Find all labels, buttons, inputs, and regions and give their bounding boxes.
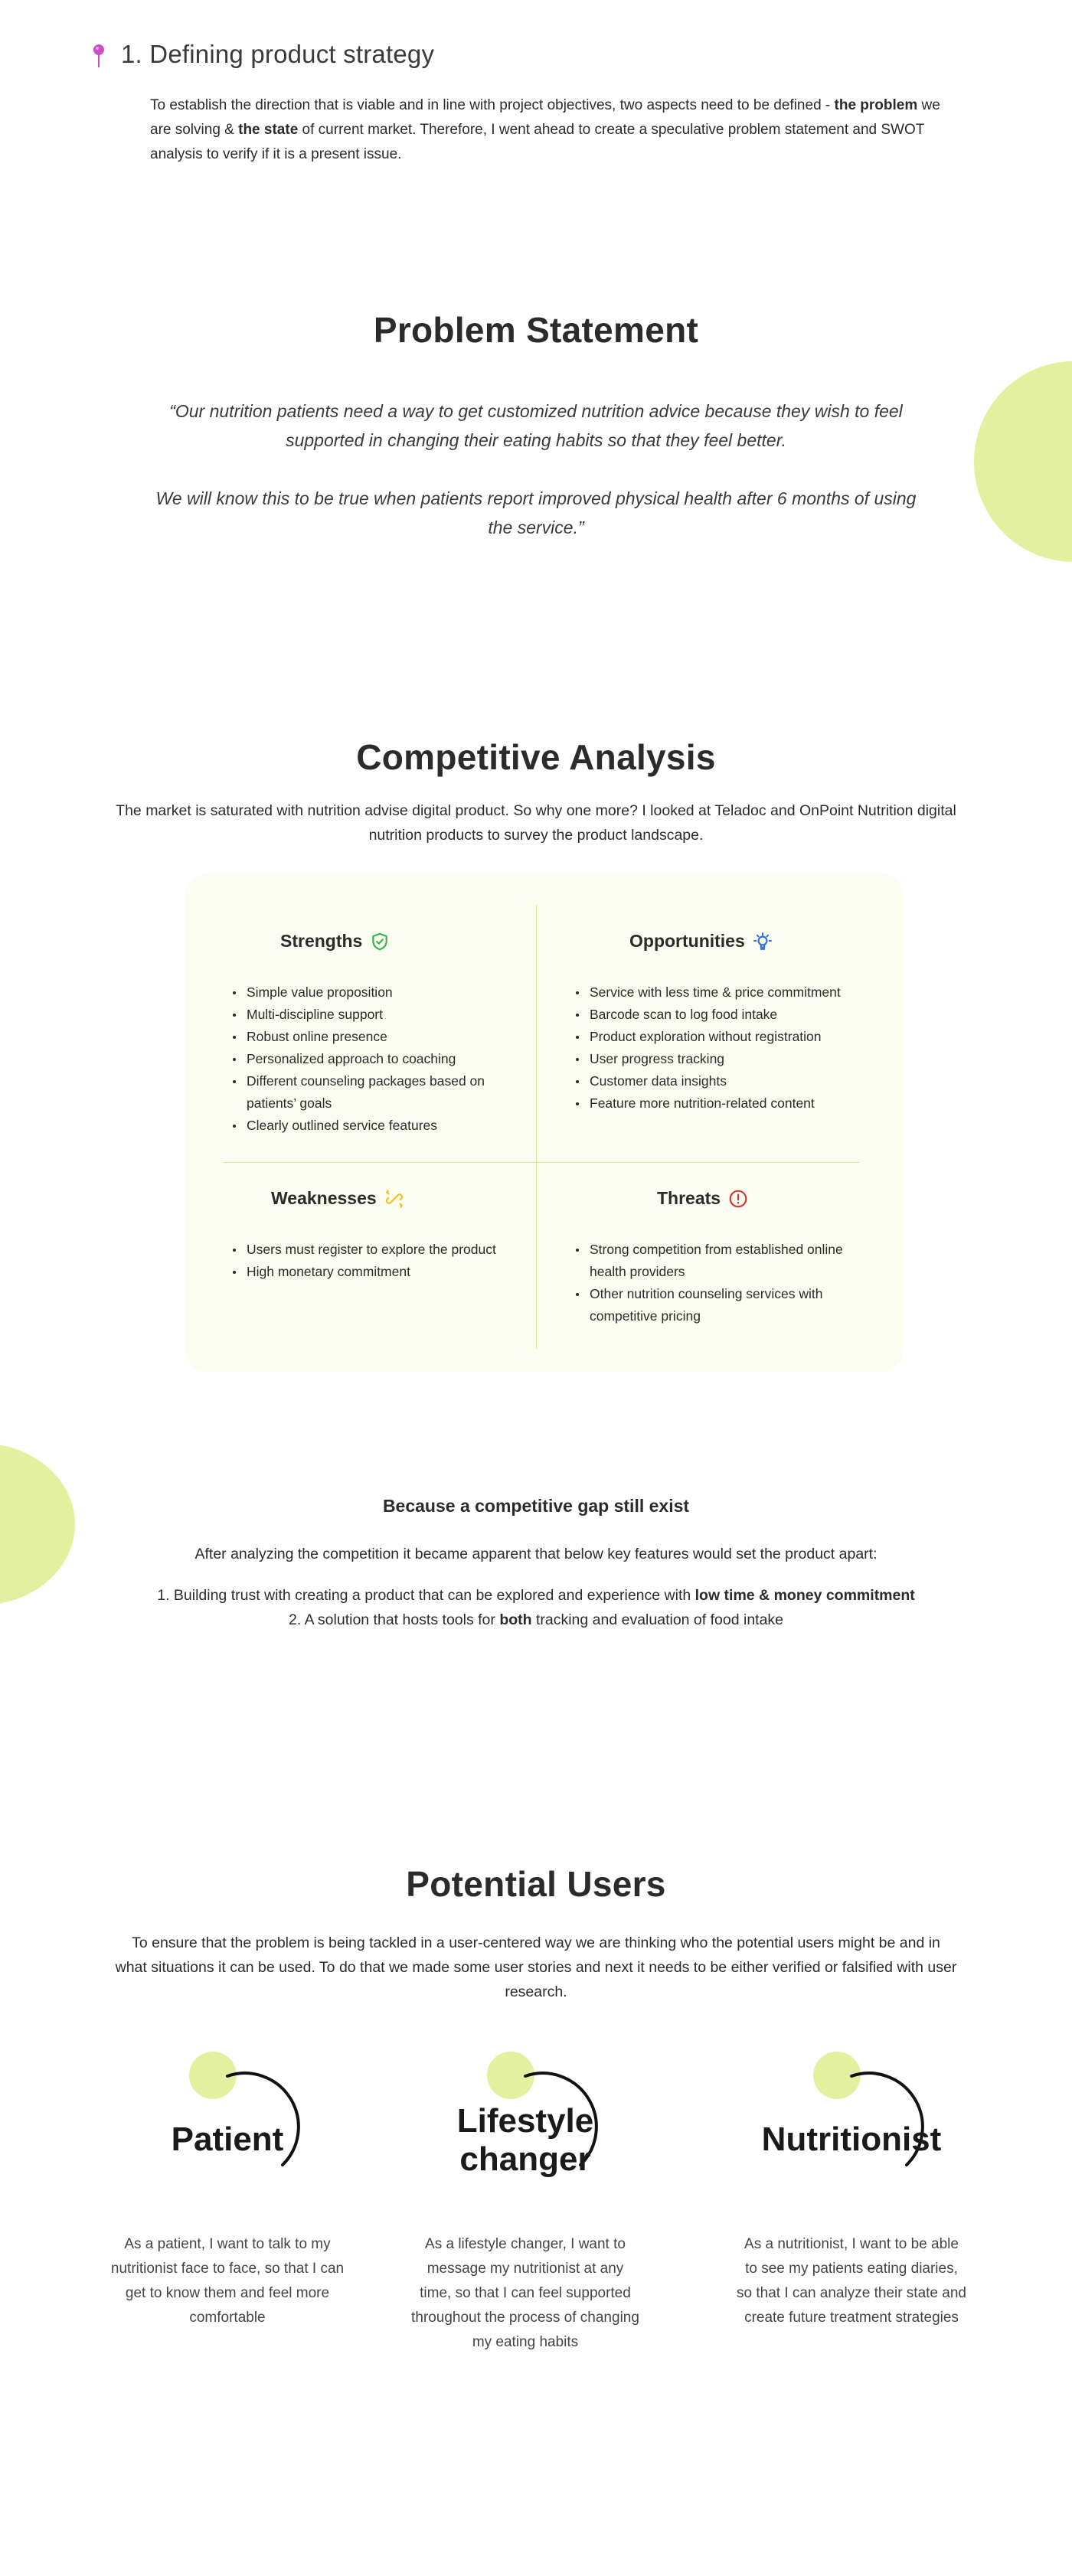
text-run: of current market. Therefore, I went ahead to create a speculative problem statement and SWOT analysis to verify if it is a present issue. [150, 122, 925, 162]
emphasis-text: low time & money commitment [695, 1587, 915, 1604]
list-item: Customer data insights [576, 1070, 859, 1092]
user-name: Patient [171, 2121, 284, 2158]
threats-list [576, 1239, 859, 1327]
users-lead: To ensure that the problem is being tackled in a user-centered way we are thinking who the potential users might be and in what situations it can be used. To do that we made some user stories and next it needs to be either verified or falsified with user research. [115, 1934, 957, 2000]
user-story: As a lifestyle changer, I want to message my nutritionist at any time, so that I can feel supported throughout the process of changing my eating habits [411, 2236, 639, 2350]
potential-users-title: Potential Users [406, 1864, 666, 1904]
problem-quote-2: We will know this to be true when patients report improved physical health after 6 months of using the service.” [155, 488, 917, 537]
strengths-list [233, 981, 516, 1137]
list-item: Personalized approach to coaching [233, 1048, 516, 1070]
text-run: we are solving & [150, 97, 940, 138]
competitive-analysis-title: Competitive Analysis [356, 737, 716, 777]
user-card-nutritionist [721, 2045, 982, 2367]
opportunities-list [576, 981, 859, 1115]
broken-link-icon [384, 1189, 404, 1209]
pin-icon [90, 43, 107, 69]
list-item: Other nutrition counseling services with competitive pricing [576, 1283, 859, 1327]
list-item: Multi-discipline support [233, 1004, 516, 1026]
competitive-lead: The market is saturated with nutrition advise digital product. So why one more? I looked at Teladoc and OnPoint Nutrition digital nutrition products to survey the product landscape. [116, 802, 956, 844]
list-item: Clearly outlined service features [233, 1115, 516, 1137]
list-item: Simple value proposition [233, 981, 516, 1004]
user-name: Lifestyle changer [456, 2102, 594, 2178]
emphasis-text: both [499, 1611, 532, 1628]
emphasis-text: the problem [834, 97, 918, 113]
gap-point-2 [0, 1608, 1072, 1632]
lightbulb-icon [753, 932, 773, 952]
threats-title: Threats [657, 1188, 748, 1209]
list-item: Service with less time & price commitment [576, 981, 859, 1004]
text-run: tracking and evaluation of food intake [531, 1611, 784, 1628]
list-item: Robust online presence [233, 1026, 516, 1048]
strengths-title: Strengths [280, 931, 390, 952]
list-item: Strong competition from established online health providers [576, 1239, 859, 1283]
list-item: Feature more nutrition-related content [576, 1092, 859, 1115]
problem-statement-title: Problem Statement [373, 310, 699, 350]
list-item: Barcode scan to log food intake [576, 1004, 859, 1026]
text-run: 2. A solution that hosts tools for [288, 1611, 500, 1628]
emphasis-text: the state [238, 122, 299, 138]
user-card-patient [97, 2045, 358, 2367]
weaknesses-title: Weaknesses [271, 1188, 404, 1209]
swot-divider-vertical [536, 905, 537, 1349]
text-run: To establish the direction that is viable and in line with project objectives, two aspects need to be defined - [150, 97, 835, 113]
problem-quote-1: “Our nutrition patients need a way to get customized nutrition advice because they wish to feel supported in changing their eating habits so that they feel better. [169, 401, 903, 450]
user-name: Nutritionist [761, 2121, 942, 2158]
decorative-blob [0, 1443, 75, 1605]
intro-paragraph [150, 93, 946, 167]
text-run: 1. Building trust with creating a product that can be explored and experience with [157, 1587, 695, 1604]
gap-text: After analyzing the competition it became apparent that below key features would set the product apart: [194, 1546, 878, 1562]
weaknesses-list [233, 1239, 501, 1283]
user-story: As a nutritionist, I want to be able to see my patients eating diaries, so that I can analyze their state and create future treatment strategies [737, 2236, 966, 2326]
list-item: High monetary commitment [233, 1261, 501, 1283]
user-story: As a patient, I want to talk to my nutritionist face to face, so that I can get to know them and feel more comfortable [110, 2236, 345, 2326]
alert-circle-icon [728, 1189, 748, 1209]
list-item: Different counseling packages based on patients’ goals [233, 1070, 516, 1115]
decorative-blob [974, 361, 1072, 562]
section-title: 1. Defining product strategy [121, 40, 435, 68]
opportunities-title: Opportunities [629, 931, 773, 952]
swot-divider-horizontal [224, 1162, 859, 1163]
list-item: Product exploration without registration [576, 1026, 859, 1048]
list-item: Users must register to explore the product [233, 1239, 501, 1261]
user-card-lifestyle-changer [395, 2045, 655, 2367]
gap-title: Because a competitive gap still exist [382, 1496, 690, 1516]
shield-check-icon [370, 932, 390, 952]
gap-point-1 [0, 1583, 1072, 1608]
list-item: User progress tracking [576, 1048, 859, 1070]
